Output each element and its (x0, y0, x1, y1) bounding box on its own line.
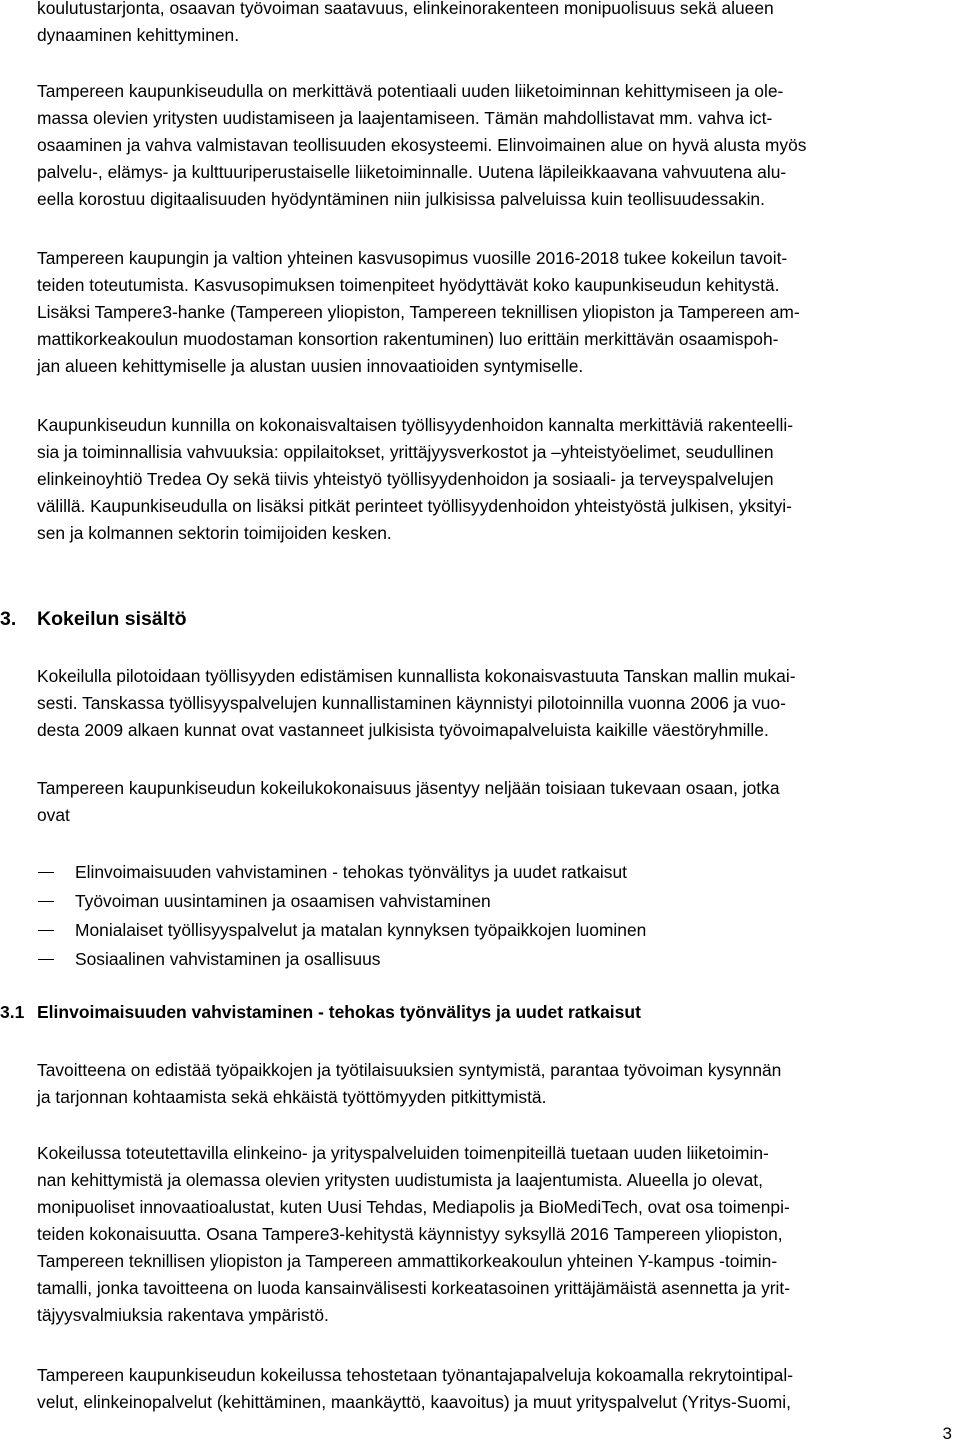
section-title: Elinvoimaisuuden vahvistaminen - tehokas työnvälitys ja uudet ratkaisut (37, 1002, 641, 1022)
text-line: koulutustarjonta, osaavan työvoiman saatavuus, elinkeinorakenteen monipuolisuus sekä alueen (37, 0, 774, 18)
text-line: elinkeinoyhtiö Tredea Oy sekä tiivis yhteistyö työllisyydenhoidon ja sosiaali- ja terveyspalvelujen (37, 469, 774, 489)
dash-bullet-icon (38, 872, 54, 873)
list-item-text: Monialaiset työllisyyspalvelut ja matalan kynnyksen työpaikkojen luominen (75, 920, 647, 940)
text-line: palvelu-, elämys- ja kulttuuriperustaiselle liiketoiminnalle. Uutena läpileikkaavana vahvuutena alu- (37, 162, 787, 182)
text-line: tamalli, jonka tavoitteena on luoda kansainvälisesti korkeatasoinen yrittäjämäistä asennetta ja yrit- (37, 1278, 791, 1298)
text-line: ja tarjonnan kohtaamista sekä ehkäistä työttömyyden pitkittymistä. (37, 1087, 547, 1107)
paragraph-business-services (37, 1140, 952, 1329)
dash-bullet-icon (38, 930, 54, 931)
list-item (37, 887, 646, 916)
paragraph-four-parts (37, 775, 952, 829)
text-line: sia ja toiminnallisia vahvuuksia: oppilaitokset, yrittäjyysverkostot ja –yhteistyöelimet, seudullinen (37, 442, 774, 462)
text-line: jan alueen kehittymiselle ja alustan uusien innovaatioiden syntymiselle. (37, 356, 584, 376)
section-heading-3-1 (0, 1002, 641, 1023)
paragraph-employer-services (37, 1362, 952, 1416)
text-line: Tampereen kaupunkiseudulla on merkittävä potentiaali uuden liiketoiminnan kehittymiseen ja ole- (37, 81, 784, 101)
page-number: 3 (942, 1424, 952, 1443)
list-item (37, 858, 646, 887)
text-line: teiden kokonaisuutta. Osana Tampere3-kehitystä käynnistyy syksyllä 2016 Tampereen yliopiston, (37, 1224, 783, 1244)
text-line: osaaminen ja vahva valmistavan teollisuuden ekosysteemi. Elinvoimainen alue on hyvä alusta myös (37, 135, 807, 155)
text-line: velut, elinkeinopalvelut (kehittäminen, maankäyttö, kaavoitus) ja muut yrityspalvelut (Yritys-Suomi, (37, 1392, 791, 1412)
text-line: Kokeilulla pilotoidaan työllisyyden edistämisen kunnallista kokonaisvastuuta Tanskan mallin mukai- (37, 666, 796, 686)
text-line: Tampereen kaupunkiseudun kokeilukokonaisuus jäsentyy neljään toisiaan tukevaan osaan, jotka (37, 778, 780, 798)
text-line: nan kehittymistä ja olemassa olevien yritysten uudistumista ja laajentumista. Alueella jo olevat, (37, 1170, 763, 1190)
paragraph-intro-end (37, 0, 952, 49)
section-number: 3. (0, 608, 17, 630)
paragraph-growth-agreement (37, 245, 952, 380)
section-number: 3.1 (0, 1002, 25, 1022)
section-heading-3 (0, 608, 187, 631)
text-line: Kokeilussa toteutettavilla elinkeino- ja yrityspalveluiden toimenpiteillä tuetaan uuden liiketoimin- (37, 1143, 769, 1163)
text-line: massa olevien yritysten uudistamiseen ja laajentamiseen. Tämän mahdollistavat mm. vahva ict- (37, 108, 773, 128)
section-title: Kokeilun sisältö (37, 608, 187, 630)
text-line: mattikorkeakoulun muodostaman konsortion rakentuminen) luo erittäin merkittävän osaamispoh- (37, 329, 779, 349)
text-line: eella korostuu digitaalisuuden hyödyntäminen niin julkisissa palveluissa kuin teollisuudessakin. (37, 189, 765, 209)
list-item (37, 945, 646, 974)
text-line: sen ja kolmannen sektorin toimijoiden kesken. (37, 523, 392, 543)
text-line: Tavoitteena on edistää työpaikkojen ja työtilaisuuksien syntymistä, parantaa työvoiman kysynnän (37, 1060, 782, 1080)
bullet-list (37, 858, 646, 974)
text-line: välillä. Kaupunkiseudulla on lisäksi pitkät perinteet työllisyydenhoidon yhteistyöstä julkisen, yksityi- (37, 496, 792, 516)
text-line: teiden toteutumista. Kasvusopimuksen toimenpiteet hyödyttävät koko kaupunkiseudun kehitystä. (37, 275, 780, 295)
dash-bullet-icon (38, 901, 54, 902)
text-line: Tampereen kaupunkiseudun kokeilussa tehostetaan työnantajapalveluja kokoamalla rekrytointipal- (37, 1365, 793, 1385)
text-line: desta 2009 alkaen kunnat ovat vastanneet julkisista työvoimapalveluista kaikille väestöryhmille. (37, 720, 769, 740)
paragraph-goal (37, 1057, 952, 1111)
text-line: Tampereen teknillisen yliopiston ja Tampereen ammattikorkeakoulun yhteinen Y-kampus -toimin- (37, 1251, 778, 1271)
text-line: Tampereen kaupungin ja valtion yhteinen kasvusopimus vuosille 2016-2018 tukee kokeilun tavoit- (37, 248, 788, 268)
list-item-text: Työvoiman uusintaminen ja osaamisen vahvistaminen (75, 891, 491, 911)
text-line: täjyysvalmiuksia rakentava ympäristö. (37, 1305, 329, 1325)
text-line: dynaaminen kehittyminen. (37, 25, 240, 45)
text-line: ovat (37, 805, 70, 825)
paragraph-potential (37, 78, 952, 213)
text-line: monipuoliset innovaatioalustat, kuten Uusi Tehdas, Mediapolis ja BioMediTech, ovat osa toimenpi- (37, 1197, 790, 1217)
paragraph-pilot (37, 663, 952, 744)
text-line: Lisäksi Tampere3-hanke (Tampereen yliopiston, Tampereen teknillisen yliopiston ja Tampereen am- (37, 302, 800, 322)
dash-bullet-icon (38, 959, 54, 960)
list-item (37, 916, 646, 945)
list-item-text: Elinvoimaisuuden vahvistaminen - tehokas työnvälitys ja uudet ratkaisut (75, 862, 627, 882)
text-line: sesti. Tanskassa työllisyyspalvelujen kunnallistaminen käynnistyi pilotoinnilla vuonna 2006 ja vuo- (37, 693, 786, 713)
paragraph-municipal-strengths (37, 412, 952, 547)
text-line: Kaupunkiseudun kunnilla on kokonaisvaltaisen työllisyydenhoidon kannalta merkittäviä rakenteelli- (37, 415, 793, 435)
list-item-text: Sosiaalinen vahvistaminen ja osallisuus (75, 949, 381, 969)
